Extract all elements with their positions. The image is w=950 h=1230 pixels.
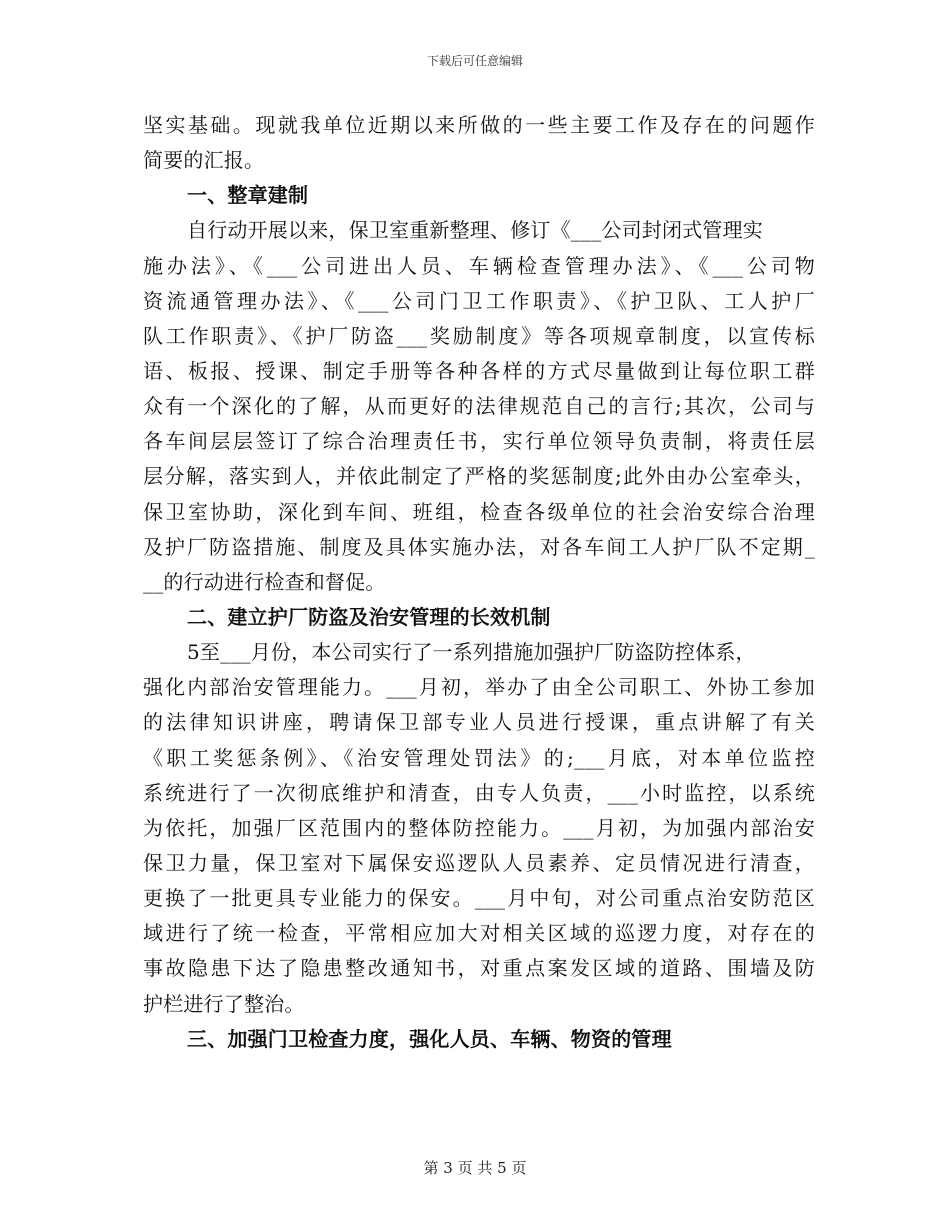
text-line: 众有一个深化的了解，从而更好的法律规范自己的言行;其次，公司与	[143, 394, 815, 419]
text-line: 坚实基础。现就我单位近期以来所做的一些主要工作及存在的问题作	[143, 113, 815, 137]
text-line: 施办法》、《___公司进出人员、车辆检查管理办法》、《___公司物	[143, 253, 815, 278]
text-line: 简要的汇报。	[143, 148, 265, 173]
section-heading: 一、整章建制	[187, 183, 309, 208]
text-line: 资流通管理办法》、《___公司门卫工作职责》、《护卫队、工人护厂	[143, 288, 815, 313]
section-heading: 二、建立护厂防盗及治安管理的长效机制	[187, 604, 551, 629]
text-line: 《职工奖惩条例》、《治安管理处罚法》的;___月底，对本单位监控	[143, 745, 815, 770]
text-line: 的法律知识讲座，聘请保卫部专业人员进行授课，重点讲解了有关	[143, 710, 815, 735]
section-heading: 三、加强门卫检查力度，强化人员、车辆、物资的管理	[187, 1026, 672, 1051]
text-line: 保卫室协助，深化到车间、班组，检查各级单位的社会治安综合治理	[143, 499, 815, 524]
page-footer: 第 3 页 共 5 页	[423, 1159, 527, 1177]
text-line: 队工作职责》、《护厂防盗___奖励制度》等各项规章制度，以宣传标	[143, 323, 815, 348]
text-line: 语、板报、授课、制定手册等各种各样的方式尽量做到让每位职工群	[143, 358, 815, 383]
text-line: 及护厂防盗措施、制度及具体实施办法，对各车间工人护厂队不定期_	[143, 534, 815, 559]
page-header: 下载后可任意编辑	[426, 54, 523, 68]
text-line: 强化内部治安管理能力。___月初，举办了由全公司职工、外协工参加	[143, 675, 815, 700]
text-line: 护栏进行了整治。	[143, 991, 305, 1016]
text-line: 保卫力量，保卫室对下属保安巡逻队人员素养、定员情况进行清查，	[143, 850, 815, 875]
text-line: 为依托，加强厂区范围内的整体防控能力。___月初，为加强内部治安	[143, 815, 815, 840]
text-line: 各车间层层签订了综合治理责任书，实行单位领导负责制，将责任层	[143, 429, 815, 454]
text-line: 系统进行了一次彻底维护和清查，由专人负责，___小时监控，以系统	[143, 780, 815, 805]
document-body	[143, 108, 815, 1057]
text-line: 更换了一批更具专业能力的保安。___月中旬，对公司重点治安防范区	[143, 886, 815, 911]
paragraph-first-line: 自行动开展以来，保卫室重新整理、修订《___公司封闭式管理实	[187, 218, 763, 243]
text-line: 层分解，落实到人，并依此制定了严格的奖惩制度;此外由办公室牵头，	[143, 464, 815, 489]
paragraph-first-line: 5至___月份，本公司实行了一系列措施加强护厂防盗防控体系，	[187, 640, 756, 665]
text-line: 事故隐患下达了隐患整改通知书，对重点案发区域的道路、围墙及防	[143, 956, 815, 981]
text-line: 域进行了统一检查，平常相应加大对相关区域的巡逻力度，对存在的	[143, 921, 815, 946]
text-line: __的行动进行检查和督促。	[143, 569, 386, 594]
